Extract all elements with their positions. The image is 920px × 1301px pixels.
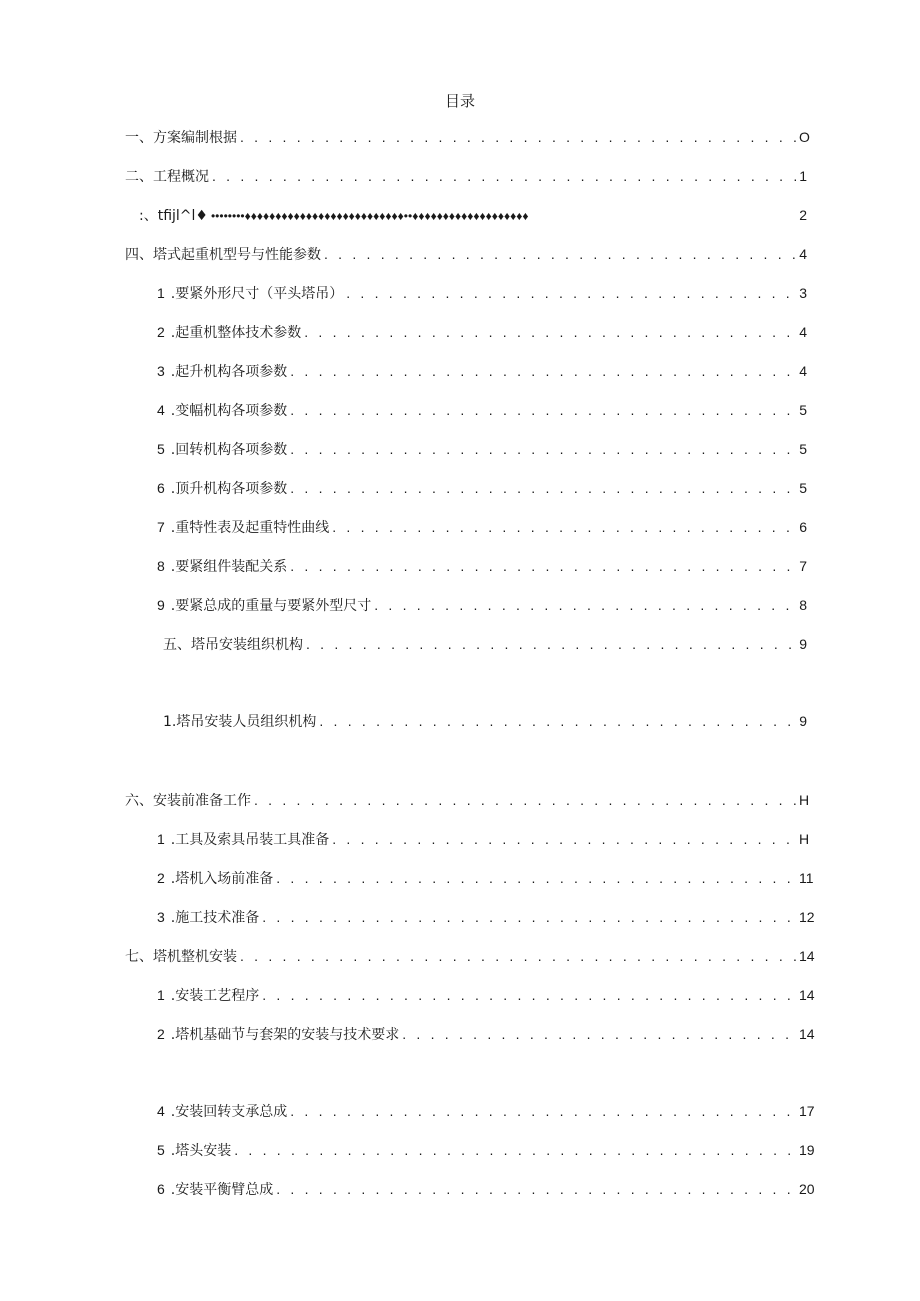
toc-entry-number: 4 [157,1103,165,1119]
toc-entry-page: 5 [799,402,807,418]
toc-entry-title: .安装平衡臂总成 [170,1182,274,1198]
toc-entry-number: 1 [157,285,165,301]
toc-entry-title: .安装回转支承总成 [170,1104,288,1120]
toc-entry [157,517,807,539]
dot-leader [304,324,796,340]
toc-entry-page: 11 [799,870,814,886]
toc-entry-page: 4 [799,363,807,379]
dot-leader [290,480,796,496]
toc-entry-page: 14 [799,1026,815,1042]
toc-entry-title: .顶升机构各项参数 [170,481,288,497]
toc-entry-page: 2 [799,207,807,223]
toc-entry [157,829,810,851]
toc-entry [157,361,807,383]
toc-entry-page: 4 [799,324,807,340]
toc-entry-title: 七、塔机整机安装 [125,949,237,965]
toc-entry-page: 1 [799,168,807,184]
toc-entry-title: .施工技术准备 [170,910,260,926]
toc-entry-title: 六、安装前准备工作 [125,793,251,809]
toc-entry-page: H [799,792,810,808]
toc-entry-title: .工具及索具吊装工具准备 [170,832,330,848]
dot-leader [240,129,796,145]
toc-entry-page: 5 [799,480,807,496]
toc-entry-title: 二、工程概况 [125,169,209,185]
dot-leader [319,713,796,729]
dot-leader [262,987,796,1003]
toc-entry [157,985,815,1007]
dot-leader [290,558,796,574]
toc-entry-page: 17 [799,1103,815,1119]
toc-entry [157,322,807,344]
toc-entry-page: 3 [799,285,807,301]
toc-entry [157,907,815,929]
toc-entry [119,790,810,812]
toc-entry [119,127,810,149]
dot-leader [332,831,796,847]
toc-entry-title: 五、塔吊安装组织机构 [163,637,303,653]
toc-entry-page: 14 [799,987,815,1003]
dot-leader [276,870,796,886]
dot-leader [374,597,796,613]
toc-entry-page: 19 [799,1142,815,1158]
dot-leader [212,168,796,184]
toc-entry-number: 3 [157,363,165,379]
toc-entry [157,595,807,617]
toc-entry-number: 2 [157,870,165,886]
toc-entry-number: 6 [157,480,165,496]
toc-entry-page: 20 [799,1181,815,1197]
dot-leader [346,285,796,301]
dot-leader [234,1142,796,1158]
toc-entry-title: .塔机入场前准备 [170,871,274,887]
dot-leader [306,636,796,652]
toc-entry-number: 4 [157,402,165,418]
toc-entry [157,478,807,500]
toc-entry-number: 2 [157,1026,165,1042]
toc-entry-page: 4 [799,246,807,262]
toc-entry-title: .塔机基础节与套架的安装与技术要求 [170,1027,400,1043]
toc-entry [157,400,807,422]
toc-entry [157,556,807,578]
dot-leader [276,1181,796,1197]
toc-entry [157,1140,815,1162]
dot-leader [402,1026,796,1042]
toc-entry [157,711,807,733]
toc-entry [157,868,814,890]
toc-entry-title: :、tfijl^l♦ [139,208,208,224]
toc-entry-page: 9 [799,636,807,652]
toc-entry-title: 一、方案编制根据 [125,130,237,146]
toc-entry-title: .回转机构各项参数 [170,442,288,458]
toc-entry-number: 3 [157,909,165,925]
dot-leader [290,363,796,379]
page-title: 目录 [444,92,475,110]
toc-entry-number: 8 [157,558,165,574]
toc-entry-page: O [799,129,810,145]
toc-entry [157,283,807,305]
toc-entry-number: 2 [157,324,165,340]
dot-leader [290,441,796,457]
toc-entry-title: .变幅机构各项参数 [170,403,288,419]
toc-entry-number: 5 [157,441,165,457]
dot-leader [262,909,796,925]
toc-entry [133,205,807,227]
toc-entry [119,244,807,266]
dot-leader [240,948,796,964]
toc-entry [119,946,815,968]
toc-entry-number: 7 [157,519,165,535]
toc-entry-number: 5 [157,1142,165,1158]
toc-entry-number: 6 [157,1181,165,1197]
toc-entry-title: .塔头安装 [170,1143,232,1159]
toc-entry-number: 1 [157,831,165,847]
dot-leader [332,519,796,535]
toc-entry-number: 1 [157,987,165,1003]
toc-entry [157,1179,815,1201]
toc-entry-page: 14 [799,948,815,964]
toc-entry-page: 12 [799,909,815,925]
toc-entry-title: .安装工艺程序 [170,988,260,1004]
toc-entry-page: H [799,831,810,847]
garbled-leader: ••••••••♦♦♦♦♦♦♦♦♦♦♦♦♦♦♦♦♦♦♦♦♦♦♦♦♦♦••♦♦♦♦♦♦♦♦♦♦♦♦♦♦♦♦♦♦♦ [210,209,529,223]
dot-leader [254,792,796,808]
toc-entry-title: 四、塔式起重机型号与性能参数 [125,247,321,263]
toc-entry-page: 7 [799,558,807,574]
dot-leader [324,246,796,262]
toc-entry-page: 5 [799,441,807,457]
toc-entry [157,1101,815,1123]
toc-entry [157,1024,815,1046]
toc-entry [157,439,807,461]
toc-entry [157,634,807,656]
toc-entry-title: .起重机整体技术参数 [170,325,302,341]
toc-entry [119,166,807,188]
toc-entry-page: 9 [799,713,807,729]
dot-leader [290,402,796,418]
dot-leader [290,1103,796,1119]
toc-entry-number: 9 [157,597,165,613]
toc-entry-page: 8 [799,597,807,613]
toc-entry-title: .要紧总成的重量与要紧外型尺寸 [170,598,372,614]
toc-entry-title: .起升机构各项参数 [170,364,288,380]
toc-entry-page: 6 [799,519,807,535]
toc-entry-title: 1.塔吊安装人员组织机构 [163,714,317,730]
toc-entry-title: .重特性表及起重特性曲线 [170,520,330,536]
toc-entry-title: .要紧外形尺寸（平头塔吊） [170,286,344,302]
toc-entry-title: .要紧组件装配关系 [170,559,288,575]
